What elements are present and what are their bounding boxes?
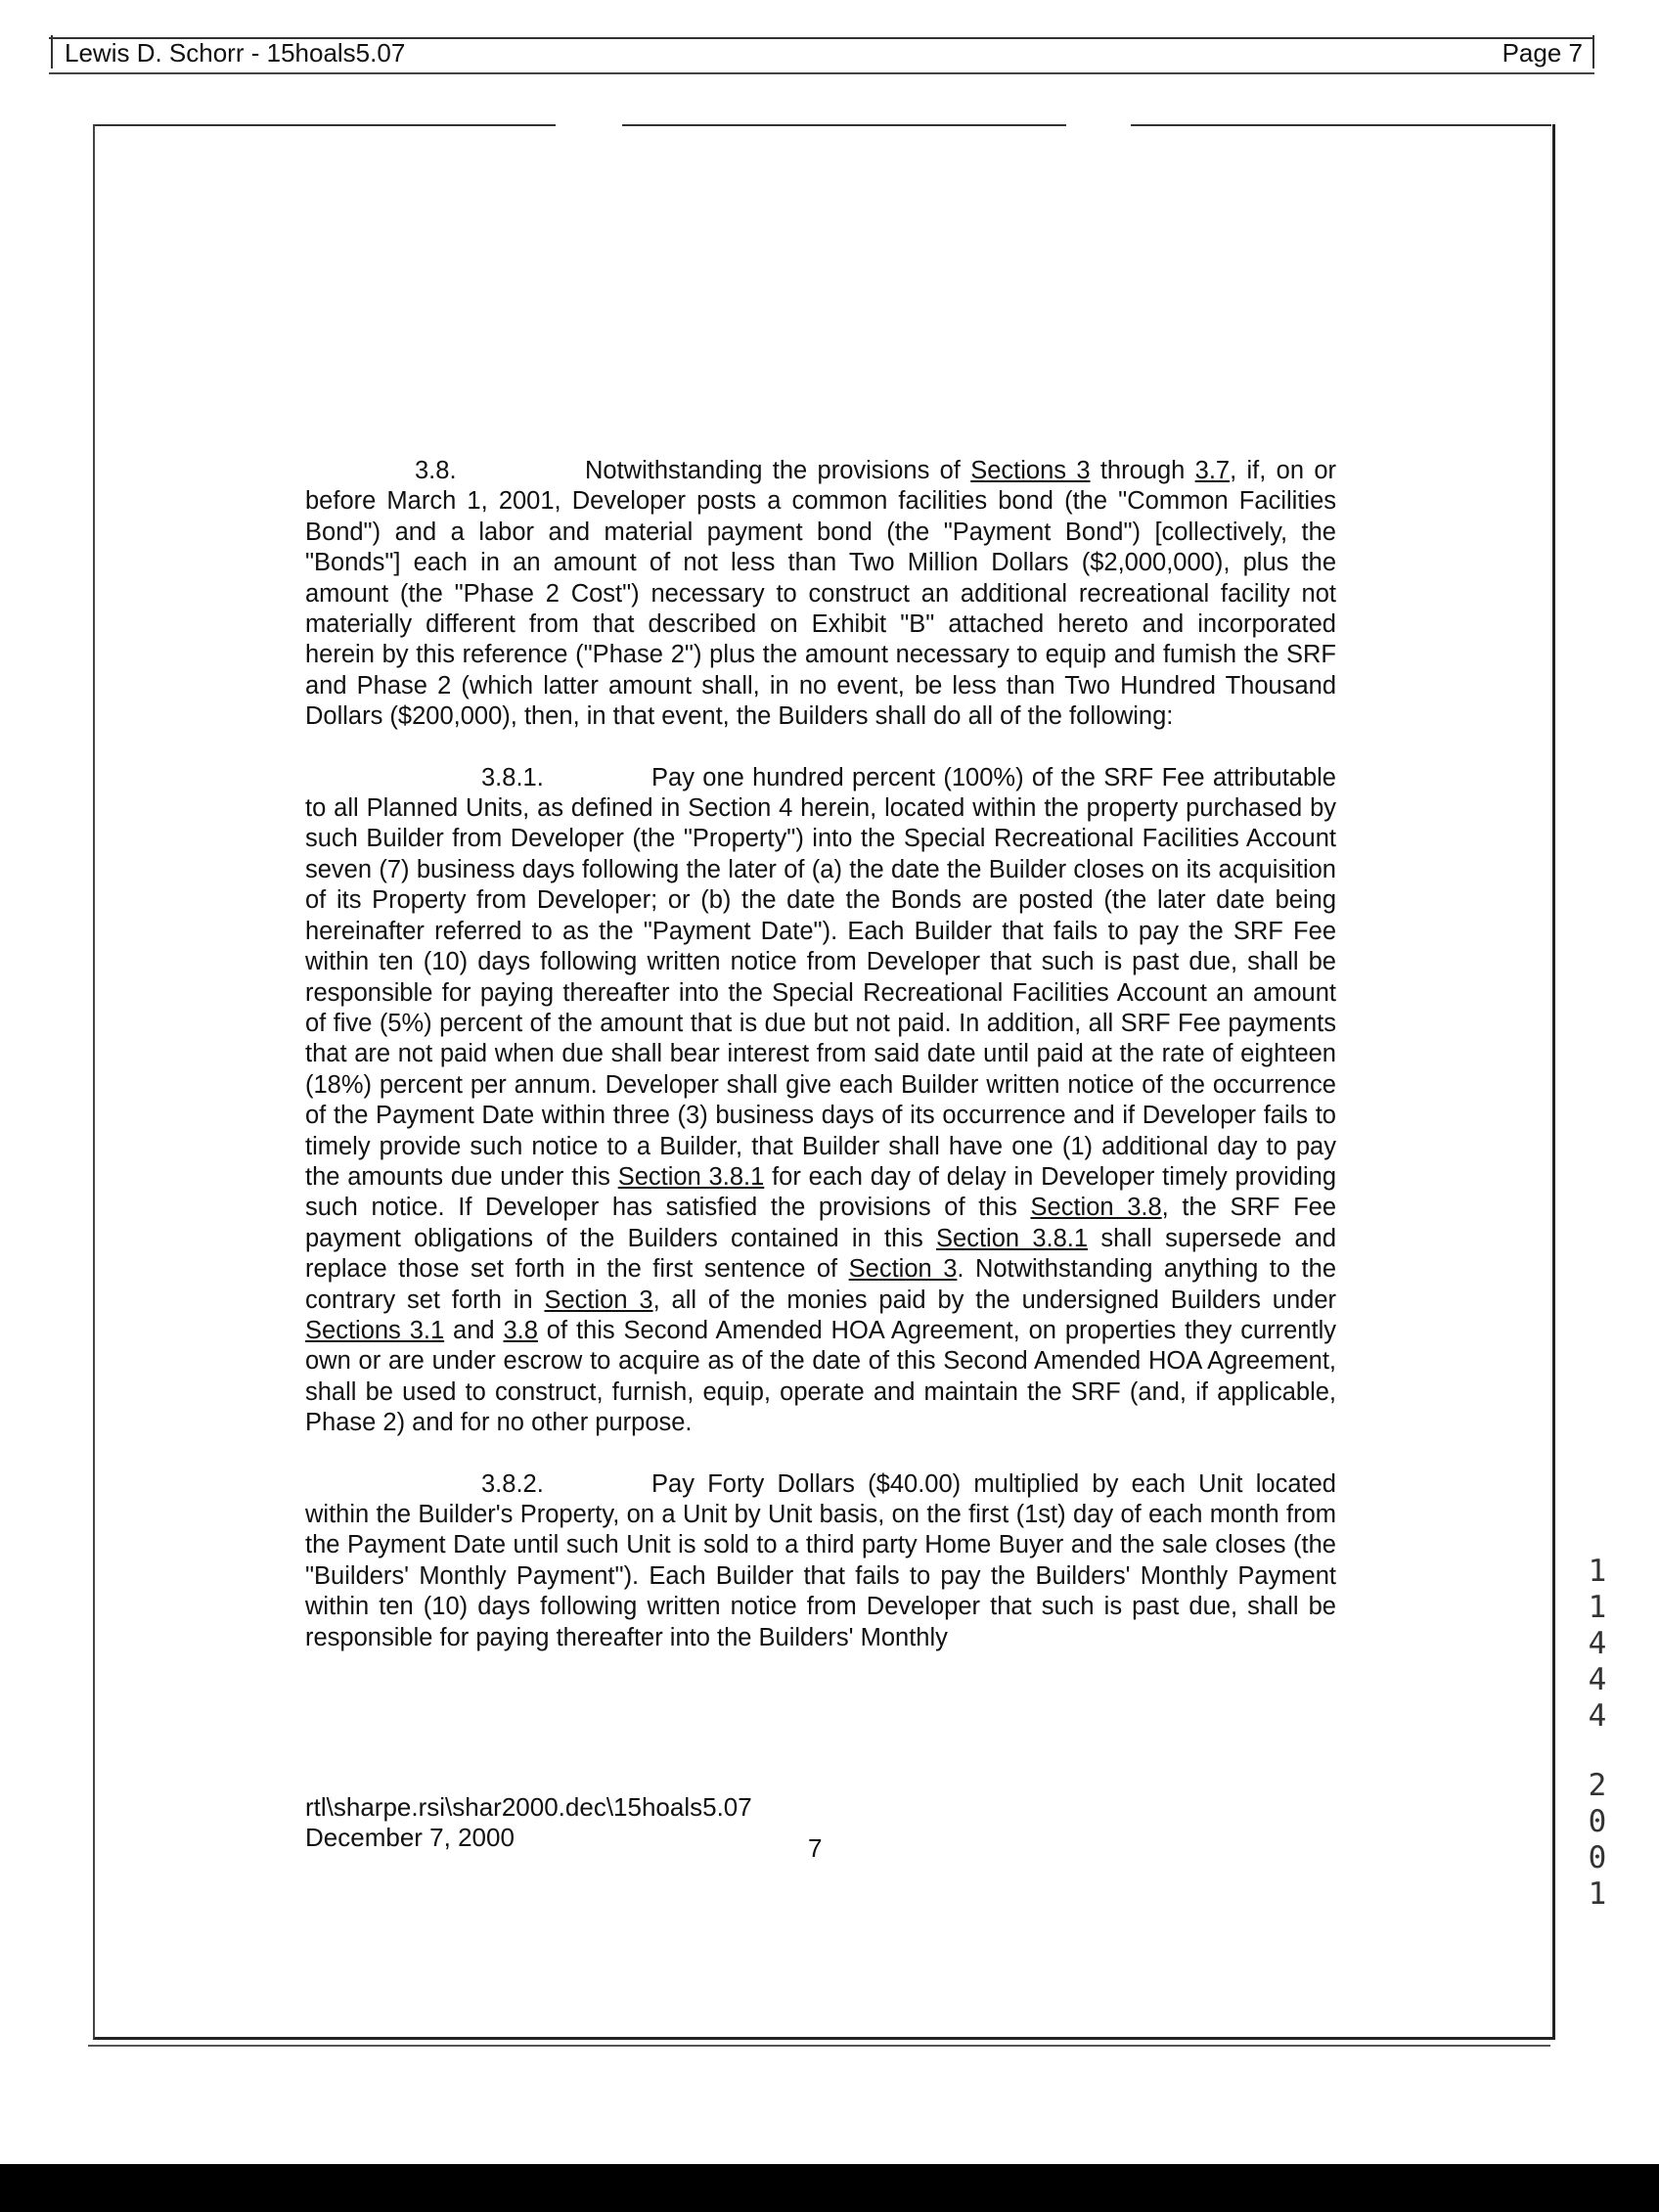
section-3-8-2: 3.8.2. Pay Forty Dollars ($40.00) multiplied by each Unit located within the Builder's Property, on a Unit by Unit basis, on the first (1st) day of each month from the Payment Date until such Unit is sold to a third party Home Buyer and the sale closes (the "Builders' Monthly Payment"). Each Builder that fails to pay the Builders' Monthly Payment within ten (10) days following written notice from Developer that such is past due, shall be responsible for paying thereafter into the Builders' Monthly <box>305 1469 1336 1651</box>
section-reference: Section 3.8.1 <box>617 1162 765 1191</box>
section-reference: Sections 3.1 <box>305 1316 445 1344</box>
stamp-digit: 1 <box>1588 1590 1607 1625</box>
scan-bottom-band <box>0 2164 1659 2212</box>
document-body <box>305 456 1336 1684</box>
bates-stamp <box>1581 1554 1614 1913</box>
stamp-digit: 1 <box>1588 1554 1607 1589</box>
stamp-digit: 4 <box>1588 1698 1607 1734</box>
document-header-title: Lewis D. Schorr - 15hoals5.07 <box>51 35 405 68</box>
section-number: 3.8. <box>415 457 457 484</box>
document-date: December 7, 2000 <box>305 1823 515 1852</box>
section-reference: Sections 3 <box>970 457 1091 484</box>
section-reference: Section 3.8.1 <box>936 1224 1089 1252</box>
stamp-digit: 4 <box>1588 1662 1607 1697</box>
document-footer <box>305 1792 752 1853</box>
footer-page-number: 7 <box>808 1833 823 1863</box>
section-reference: 3.7 <box>1194 457 1231 484</box>
stamp-digit: 0 <box>1588 1804 1607 1839</box>
section-reference: 3.8 <box>503 1316 538 1344</box>
section-reference: Section 3.8 <box>1030 1194 1162 1222</box>
page-label: Page 7 <box>1502 35 1594 68</box>
section-3-8: 3.8. Notwithstanding the provisions of Sections 3 through 3.7, if, on or before March 1, 2001, Developer posts a common facilities bond (the "Common Facilities Bond") and a labor and material payment bond (the "Payment Bond") [collectively, the "Bonds"] each in an amount of not less than Two Million Dollars ($2,000,000), plus the amount (the "Phase 2 Cost") necessary to construct an additional recreational facility not materially different from that described on Exhibit "B" attached hereto and incorporated herein by this reference ("Phase 2") plus the amount necessary to equip and fumish the SRF and Phase 2 (which latter amount shall, in no event, be less than Two Hundred Thousand Dollars ($200,000), then, in that event, the Builders shall do all of the following: <box>305 457 1337 731</box>
stamp-gap <box>1581 1735 1614 1768</box>
section-number: 3.8.2. <box>481 1469 544 1498</box>
stamp-digit: 4 <box>1588 1626 1607 1661</box>
section-reference: Section 3 <box>848 1255 958 1284</box>
stamp-digit: 2 <box>1588 1768 1607 1803</box>
frame-shadow <box>88 2039 1550 2047</box>
section-reference: Section 3 <box>544 1286 653 1314</box>
stamp-digit: 1 <box>1588 1876 1607 1912</box>
section-3-8-1: 3.8.1. Pay one hundred percent (100%) of the SRF Fee attributable to all Planned Units, as defined in Section 4 herein, located within the property purchased by such Builder from Developer (the "Property") into the Special Recreational Facilities Account seven (7) business days following the later of (a) the date the Builder closes on its acquisition of its Property from Developer; or (b) the date the Bonds are posted (the later date being hereinafter referred to as the "Payment Date"). Each Builder that fails to pay the SRF Fee within ten (10) days following written notice from Developer that such is past due, shall be responsible for paying thereafter into the Special Recreational Facilities Account an amount of five (5%) percent of the amount that is due but not paid. In addition, all SRF Fee payments that are not paid when due shall bear interest from said date until paid at the rate of eighteen (18%) percent per annum. Developer shall give each Builder written notice of the occurrence of the Payment Date within three (3) business days of its occurrence and if Developer fails to timely provide such notice to a Builder, that Builder shall have one (1) additional day to pay the amounts due under this Section 3.8.1 for each day of delay in Developer timely providing such notice. If Developer has satisfied the provisions of this Section 3.8, the SRF Fee payment obligations of the Builders contained in this Section 3.8.1 shall supersede and replace those set forth in the first sentence of Section 3. Notwithstanding anything to the contrary set forth in Section 3, all of the monies paid by the undersigned Builders under Sections 3.1 and 3.8 of this Second Amended HOA Agreement, on properties they currently own or are under escrow to acquire as of the date of this Second Amended HOA Agreement, shall be used to construct, furnish, equip, operate and maintain the SRF (and, if applicable, Phase 2) and for no other purpose. <box>305 763 1337 1437</box>
section-number: 3.8.1. <box>481 763 544 791</box>
stamp-digit: 0 <box>1588 1840 1607 1875</box>
file-path: rtl\sharpe.rsi\shar2000.dec\15hoals5.07 <box>305 1792 752 1822</box>
